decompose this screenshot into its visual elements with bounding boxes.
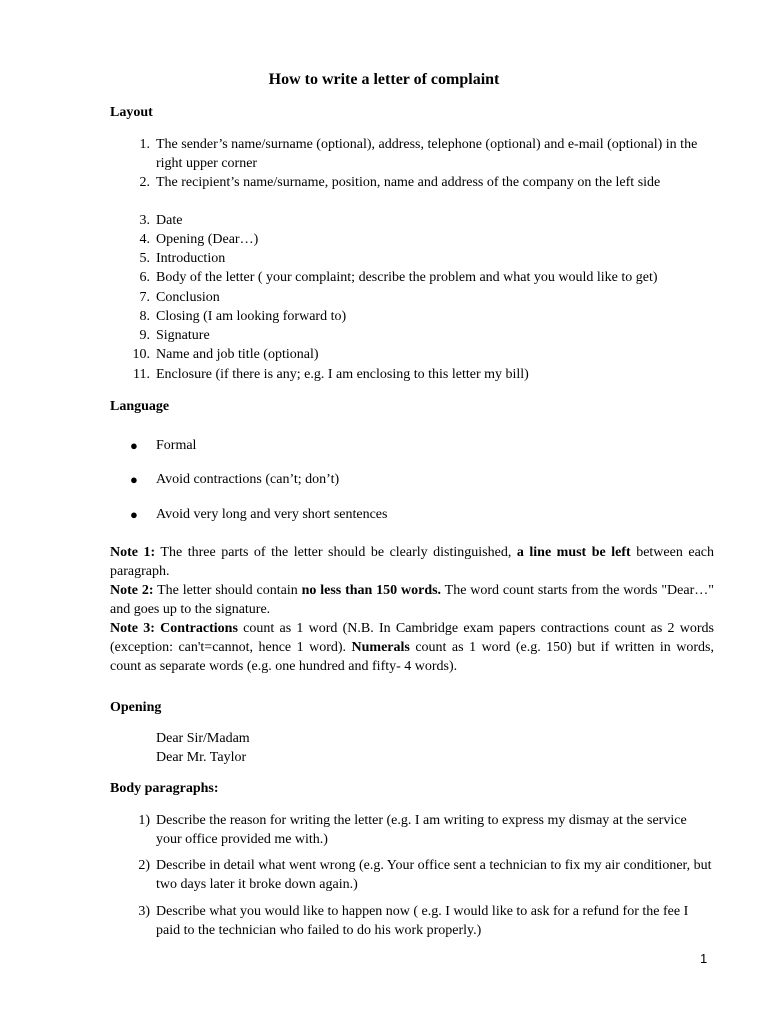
list-text: Signature (156, 328, 210, 343)
list-text: Introduction (156, 251, 226, 266)
list-item (110, 365, 715, 384)
page-number: 1 (700, 951, 708, 966)
list-number: 3) (138, 904, 150, 919)
list-item (110, 249, 715, 268)
opening-heading: Opening (110, 700, 162, 715)
list-text: Name and job title (optional) (156, 347, 319, 362)
list-number: 1) (138, 813, 150, 828)
note-3 (110, 619, 714, 676)
bullet-dot-icon: ● (130, 507, 138, 522)
list-number: 3. (139, 213, 150, 228)
list-number: 2. (139, 175, 150, 190)
list-text: The recipient’s name/surname, position, name and address of the company on the left side (156, 175, 661, 190)
list-item (110, 326, 715, 345)
list-text: Describe what you would like to happen now ( e.g. I would like to ask for a refund for the fee I paid to the technician who failed to do his work properly.) (156, 904, 689, 938)
note-emphasis: no less than 150 words. (301, 583, 442, 598)
bullet-item (110, 436, 715, 455)
list-item (110, 856, 715, 894)
bullet-item (110, 505, 715, 524)
list-text: Conclusion (156, 290, 220, 305)
layout-heading: Layout (110, 105, 153, 120)
bullet-text: Avoid very long and very short sentences (156, 507, 388, 522)
note-2 (110, 581, 714, 619)
bullet-dot-icon: ● (130, 472, 138, 487)
notes-block (110, 543, 714, 676)
greeting-line: Dear Mr. Taylor (156, 750, 247, 765)
list-number: 5. (139, 251, 150, 266)
note-emphasis: a line must be left (516, 545, 631, 560)
list-text: Closing (I am looking forward to) (156, 309, 347, 324)
list-text: Opening (Dear…) (156, 232, 259, 247)
note-text: The word count starts from the words "Dear…" and goes up to the signature. (110, 583, 714, 617)
note-label: Note 2: (110, 583, 154, 598)
list-text: Enclosure (if there is any; e.g. I am enclosing to this letter my bill) (156, 367, 529, 382)
note-text: The letter should contain (153, 583, 302, 598)
list-number: 4. (139, 232, 150, 247)
list-item (110, 345, 715, 364)
list-item (110, 902, 715, 940)
list-item (110, 230, 715, 249)
bullet-dot-icon: ● (130, 438, 138, 453)
note-label: Note 3: (110, 621, 155, 636)
note-emphasis: Numerals (351, 640, 410, 655)
list-item (110, 268, 715, 287)
note-text: between each paragraph. (110, 545, 714, 579)
greeting-line: Dear Sir/Madam (156, 731, 250, 746)
list-number: 2) (138, 858, 150, 873)
list-number: 8. (139, 309, 150, 324)
list-text: Describe in detail what went wrong (e.g. Your office sent a technician to fix my air conditioner, but two days later it broke down again.) (156, 858, 712, 892)
list-number: 1. (139, 137, 150, 152)
body-paragraphs-heading: Body paragraphs: (110, 781, 219, 796)
list-text: Body of the letter ( your complaint; describe the problem and what you would like to get) (156, 270, 658, 285)
list-item (110, 811, 715, 849)
list-number: 6. (139, 270, 150, 285)
list-number: 11. (133, 367, 150, 382)
list-item (110, 307, 715, 326)
bullet-text: Avoid contractions (can’t; don’t) (156, 472, 340, 487)
list-item (110, 173, 715, 192)
list-number: 10. (132, 347, 150, 362)
note-text: count as 1 word (N.B. In Cambridge exam papers contractions count as 2 words (exception: can't=cannot, hence 1 word). (110, 621, 714, 655)
list-number: 9. (139, 328, 150, 343)
list-item (110, 135, 715, 173)
list-number: 7. (139, 290, 150, 305)
list-text: Describe the reason for writing the letter (e.g. I am writing to express my dismay at the service your office provided me with.) (156, 813, 687, 847)
list-text: Date (156, 213, 183, 228)
bullet-text: Formal (156, 438, 197, 453)
list-item (110, 288, 715, 307)
list-item (110, 211, 715, 230)
note-label: Note 1: (110, 545, 156, 560)
note-1 (110, 543, 714, 581)
note-text: The three parts of the letter should be clearly distinguished, (155, 545, 517, 560)
note-emphasis: Contractions (154, 621, 238, 636)
note-text: count as 1 word (e.g. 150) but if written in words, count as separate words (e.g. one hundred and fifty- 4 words). (110, 640, 714, 674)
document-title: How to write a letter of complaint (268, 71, 500, 88)
list-text: The sender’s name/surname (optional), address, telephone (optional) and e-mail (optional) in the right upper corner (156, 137, 698, 171)
bullet-item (110, 470, 715, 489)
language-heading: Language (110, 399, 170, 414)
